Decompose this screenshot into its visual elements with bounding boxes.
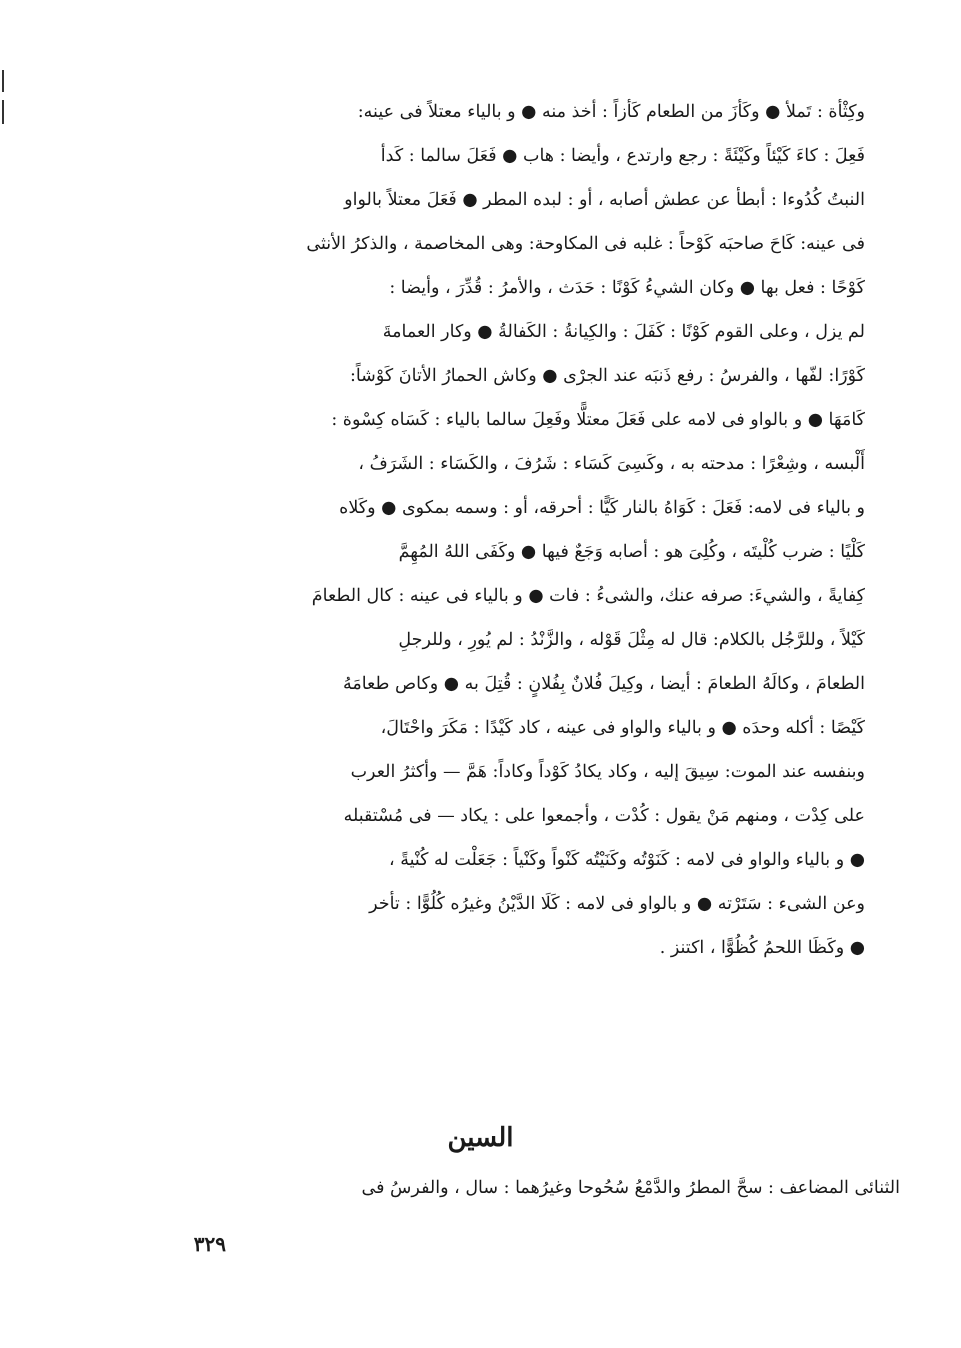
text-line: أَلْبسه ، وشِعْرًا : مدحته به ، وكَسِىَ كَسَاء : شَرُفَ ، والكَسَاء : الشَرَفُ ، [358, 454, 865, 474]
section-heading: السين [447, 1123, 514, 1153]
text-line: كَيْصًا : أكله وحدَه ● و بالياء والواو فى عينه ، كاد كَيْدًا : مَكَرَ واحْتَالَ، [380, 718, 865, 738]
text-line: كَوْحًا : فعل بها ● وكان الشيءُ كَوْنًا : حَدَث ، والأمرُ : قُدِّرَ ، وأيضا : [389, 278, 865, 298]
text-line: ● وكَظَا اللحمُ كُظُوًّا ، اكتنز . [659, 938, 865, 958]
text-line: كَوْرًا: لفّها ، والفرسُ : رفع ذَنبَه عند الجرْى ● وكاش الحمارُ الأتانَ كَوْشاً: [349, 366, 865, 386]
text-line: لم يزل ، وعلى القوم كَوْنًا : كَفَلَ : والكِيانةُ : الكَفالةُ ● وكار العمامةَ [382, 322, 865, 342]
text-line: ● و بالياء والواو فى لامه : كَنَوْتُه وكَنَيْتُه كَنْواً وكَنْياً : جَعَلْت له كُنْيةً ، [389, 850, 865, 870]
text-line: كَلْيًا : ضرب كُلْيتَه ، وكُلِىَ هو : أصابه وَجَعٌ فيها ● وكَفَى اللهُ المُهِمَّ [398, 542, 865, 562]
text-line: وبنفسه عند الموت: سِيقَ إليه ، وكاد يكادُ كَوْداً وكاداً: هَمَّ — وأكثرُ العرب [350, 762, 865, 782]
text-line: فى عينه: كَاحَ صاحبَه كَوْحاً : غلبه فى المكاوحة: وهى المخاصمة ، والذكرُ الأنثى [306, 234, 865, 254]
text-line: النبتُ كُدُوءا : أبطأ عن عطش أصابه ، أو : لبده المطر ● فَعَلَ معتلاً بالواو [344, 190, 865, 210]
text-line: وكِثْأة : تَملأ ● وكَأزَ من الطعام كَأزاً : أخذ منه ● و بالياء معتلاً فى عينه: [357, 102, 865, 122]
text-line: و بالياء فى لامه: فَعَلَ : كَوَاهُ بالنار كَيًّا : أحرقه، أو : وسمه بمكوى ● وكَلاه [339, 498, 865, 518]
text-line: كَامَهَا ● و بالواو فى لامه على فَعَلَ معتلًّا وفَعِلَ سالما بالياء : كَسَاه كِسْوة : [331, 410, 865, 430]
scan-edge-mark [2, 100, 4, 124]
scan-edge-mark [2, 70, 4, 92]
page-number: ٣٢٩ [193, 1232, 226, 1256]
text-line: كِفايةً ، والشيءَ: صرفه عنك، والشىءُ : فات ● و بالياء فى عينه : كال الطعامَ [311, 586, 865, 606]
text-line: على كِدْت ، ومنهم مَنْ يقول : كُدْت ، وأجمعوا على : يكاد — فى مُسْتقبله [343, 806, 865, 826]
text-line: الطعامَ ، وكالَهُ الطعامَ : أيضا ، وكِيلَ فُلانٌ بِفُلانٍ : قُتِلَ به ● وكاص طعامَهُ [342, 674, 865, 694]
section-first-line: الثنائى المضاعف : سحَّ المطرُ والدَّمْعُ سُحُوحا وغيرُهما : سال ، والفرسُ فى [361, 1178, 900, 1198]
text-line: وعن الشىء : سَتَرْته ● و بالواو فى لامه : كَلَا الدَّيْنُ وغيرُه كُلُوًّا : تأخر [369, 894, 865, 914]
text-line: كَيْلاً ، وللرَّجُل بالكلام: قال له مِثْلَ قَوْله ، والزَّنْدُ : لم يُورِ ، وللرجلِ [398, 630, 865, 650]
page-body [205, 90, 865, 970]
text-line: فَعِلَ : كاءَ كَيْئاً وكَيْئَةً : رجع وارتدع ، وأيضا : هاب ● فَعَلَ سالما : كَدأ [380, 146, 865, 166]
